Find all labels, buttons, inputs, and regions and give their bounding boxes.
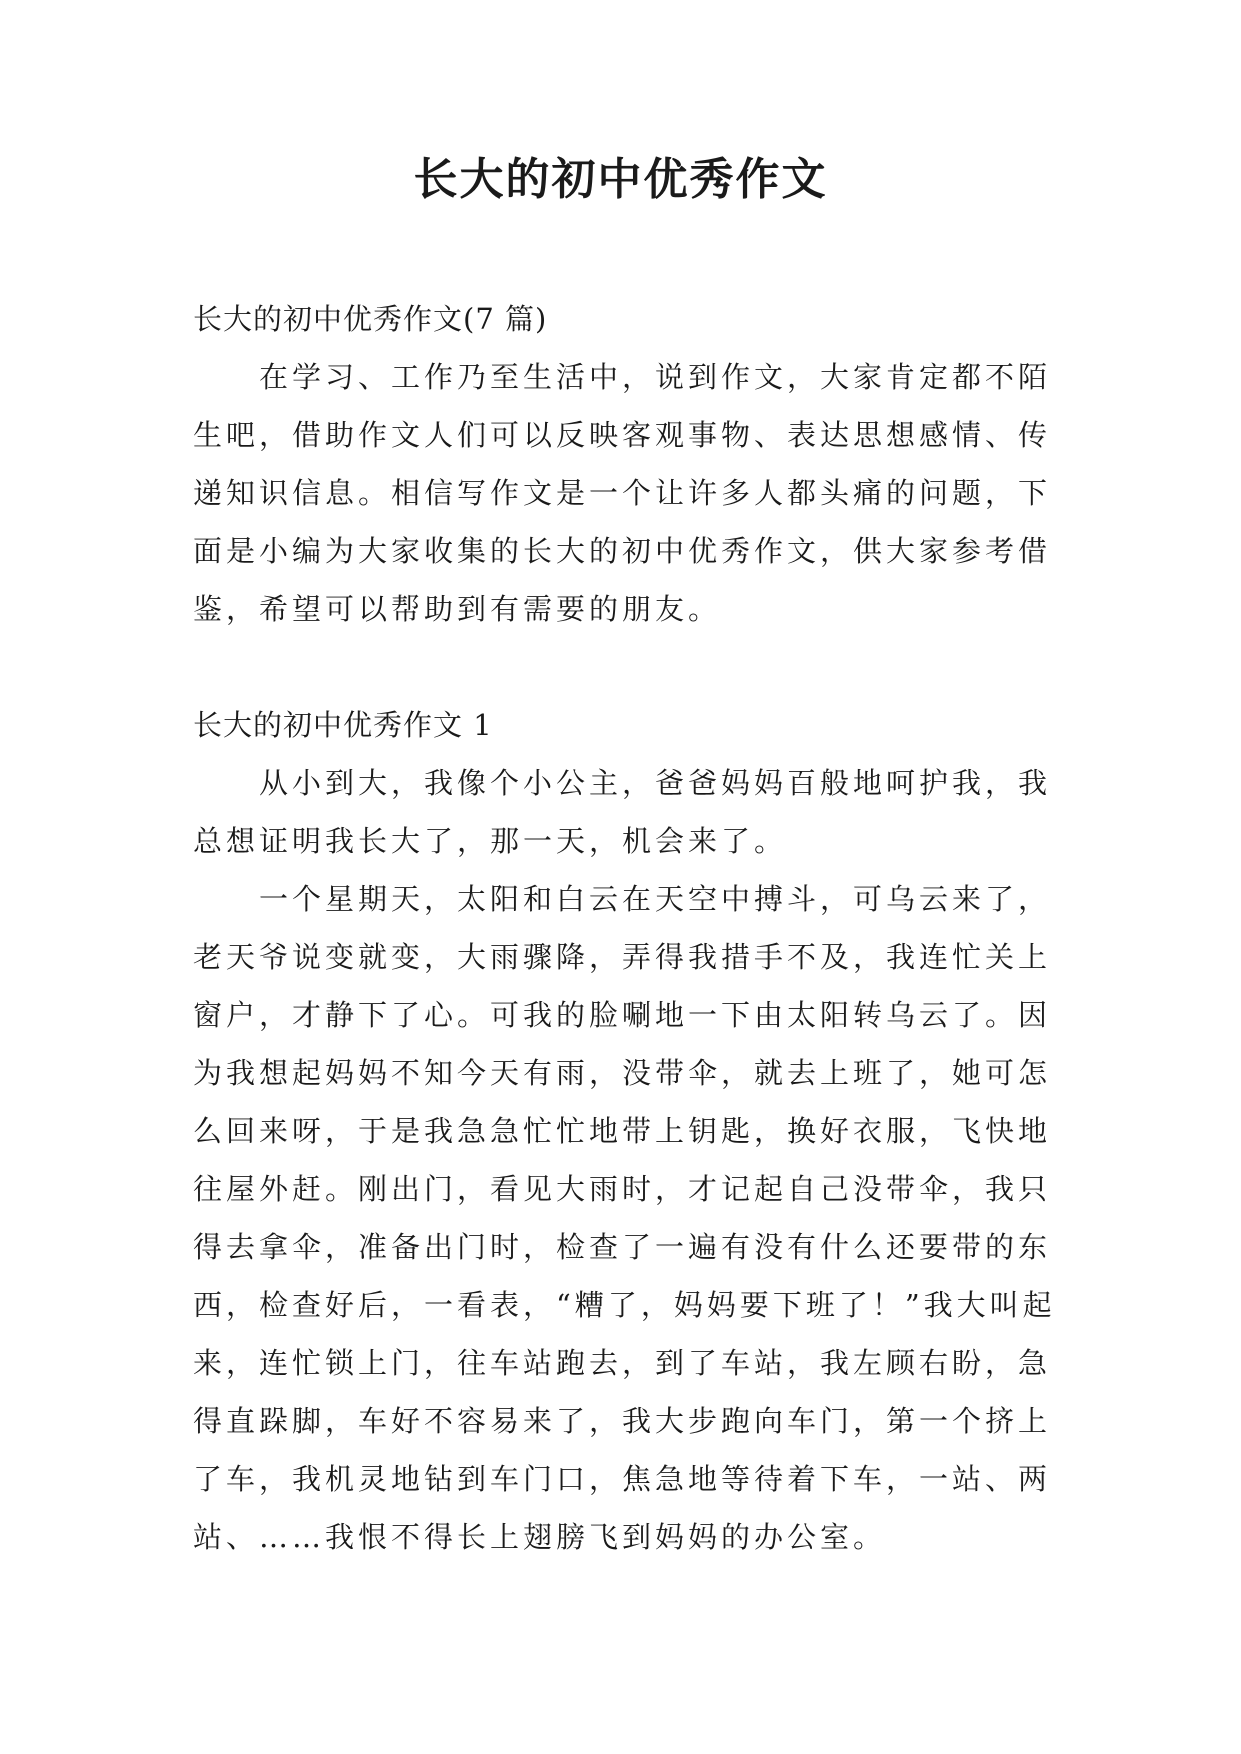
- paragraph-line: 了车，我机灵地钻到车门口，焦急地等待着下车，一站、两: [193, 1462, 1052, 1496]
- paragraph-line: 面是小编为大家收集的长大的初中优秀作文，供大家参考借: [193, 534, 1052, 568]
- paragraph-line: 得去拿伞，准备出门时，检查了一遍有没有什么还要带的东: [193, 1230, 1052, 1264]
- paragraph-line: 生吧，借助作文人们可以反映客观事物、表达思想感情、传: [193, 418, 1052, 452]
- paragraph-line: 在学习、工作乃至生活中，说到作文，大家肯定都不陌: [259, 360, 1052, 394]
- essay-1-paragraph-1: [193, 754, 1053, 870]
- document-body: [193, 290, 1056, 1566]
- paragraph-line: 来，连忙锁上门，往车站跑去，到了车站，我左顾右盼，急: [193, 1346, 1052, 1380]
- paragraph-line: 从小到大，我像个小公主，爸爸妈妈百般地呵护我，我: [259, 766, 1052, 800]
- essay-1-paragraph-2: [193, 870, 1056, 1566]
- document-title: 长大的初中优秀作文: [413, 154, 828, 205]
- intro-paragraph: [193, 348, 1053, 638]
- paragraph-line: 窗户，才静下了心。可我的脸唰地一下由太阳转乌云了。因: [193, 998, 1052, 1032]
- intro-heading: 长大的初中优秀作文(7 篇): [193, 302, 548, 336]
- paragraph-line: 得直跺脚，车好不容易来了，我大步跑向车门，第一个挤上: [193, 1404, 1052, 1438]
- paragraph-line: 站、……我恨不得长上翅膀飞到妈妈的办公室。: [193, 1520, 887, 1554]
- paragraph-line: 递知识信息。相信写作文是一个让许多人都头痛的问题，下: [193, 476, 1052, 510]
- section-spacer: [193, 638, 1053, 696]
- paragraph-line: 一个星期天，太阳和白云在天空中搏斗，可乌云来了，: [259, 882, 1052, 916]
- paragraph-line: 往屋外赶。刚出门，看见大雨时，才记起自己没带伞，我只: [193, 1172, 1052, 1206]
- essay-1-heading: 长大的初中优秀作文 1: [193, 708, 493, 742]
- paragraph-line: 老天爷说变就变，大雨骤降，弄得我措手不及，我连忙关上: [193, 940, 1052, 974]
- paragraph-line: 么回来呀，于是我急急忙忙地带上钥匙，换好衣服，飞快地: [193, 1114, 1052, 1148]
- paragraph-line: 为我想起妈妈不知今天有雨，没带伞，就去上班了，她可怎: [193, 1056, 1052, 1090]
- paragraph-line: 总想证明我长大了，那一天，机会来了。: [193, 824, 788, 858]
- paragraph-line: 鉴，希望可以帮助到有需要的朋友。: [193, 592, 722, 626]
- paragraph-line: 西，检查好后，一看表，“糟了，妈妈要下班了！”我大叫起: [193, 1288, 1056, 1322]
